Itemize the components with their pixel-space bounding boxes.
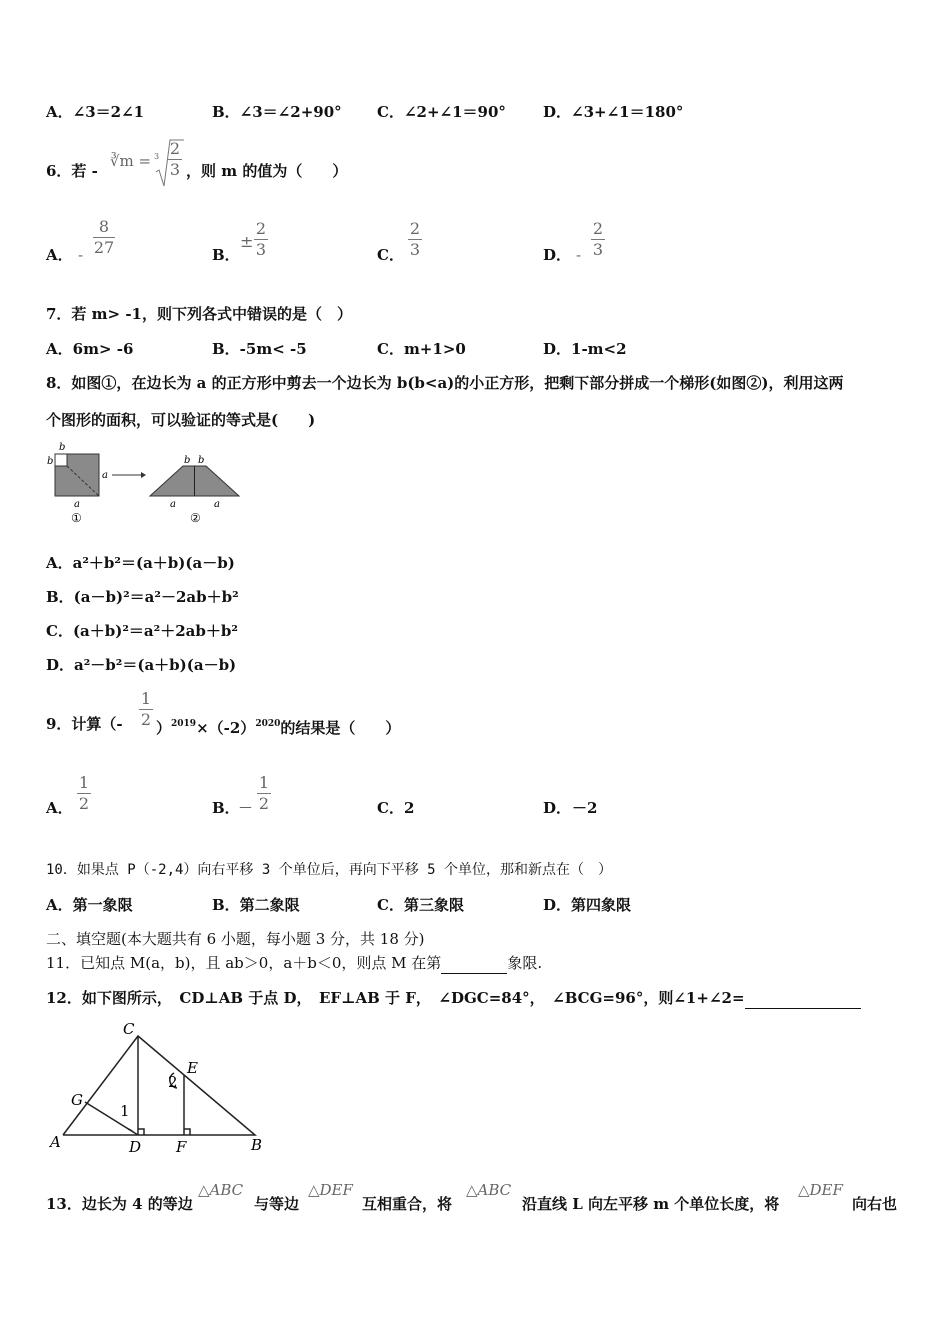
q6-option-b-num: 2 — [255, 219, 267, 238]
section-2-heading: 二、填空题(本大题共有 6 小题，每小题 3 分，共 18 分) — [46, 930, 425, 948]
q6-suffix: ，则 m 的值为（ ） — [186, 162, 348, 180]
q6-option-d-sign: - — [576, 246, 582, 264]
q9-exp2: 2020 — [255, 719, 281, 729]
q6-option-c-label: C． — [377, 246, 404, 264]
q7-option-c: C．m+1>0 — [377, 340, 466, 358]
q8-figure-square — [55, 454, 99, 496]
q9-expression — [156, 714, 400, 738]
q9-suffix: 的结果是（ ） — [280, 719, 401, 737]
q9-exp1: 2019 — [171, 719, 197, 729]
q10-option-d: D．第四象限 — [543, 896, 632, 914]
q9-option-b-den: 2 — [258, 794, 270, 813]
q5-option-b: B．∠3＝∠2+90° — [212, 103, 342, 121]
q8-option-b: B．(a－b)²＝a²－2ab＋b² — [46, 588, 239, 606]
q9-times: ×（-2） — [196, 719, 256, 737]
q5-option-d: D．∠3+∠1＝180° — [543, 103, 684, 121]
q6-option-a-label: A． — [46, 246, 73, 264]
q9-option-a-label: A． — [46, 799, 73, 817]
q12-stem — [46, 988, 861, 1009]
q13-triangle-abc-1: △ABC — [198, 1181, 244, 1199]
q12-figure-lines — [63, 1036, 255, 1135]
q12-label-f: F — [176, 1138, 187, 1156]
q6-option-c-num: 2 — [409, 219, 421, 238]
q8-fig-a-trap-2: a — [214, 499, 220, 510]
q9-option-c-text: 2 — [404, 799, 415, 817]
q8-stem-line1: 8．如图①，在边长为 a 的正方形中剪去一个边长为 b(b<a)的小正方形，把剩下部分拼成一个梯形(如图②)，利用这两 — [46, 374, 844, 392]
q9-option-c-label: C． — [377, 799, 404, 817]
q6-frac-num: 2 — [169, 139, 181, 158]
q8-stem-line2: 个图形的面积，可以验证的等式是( ) — [46, 411, 316, 429]
q12-label-d: D — [129, 1138, 142, 1156]
q9-option-d-label: D． — [543, 799, 572, 817]
q6-option-a-num: 8 — [98, 217, 110, 236]
q6-option-d-num: 2 — [592, 219, 604, 238]
q9-frac-num: 1 — [140, 689, 152, 708]
q12-figure — [44, 1018, 274, 1158]
q9-prefix: 9．计算（- — [46, 715, 123, 733]
q13-part1: 13．边长为 4 的等边 — [46, 1195, 193, 1213]
q8-fig-label-2: ② — [190, 511, 201, 525]
q13-triangle-def-1: △DEF — [308, 1181, 353, 1199]
q8-fig-a-right: a — [102, 470, 108, 481]
q8-fig-label-1: ① — [71, 511, 82, 525]
q6-option-a-den: 27 — [93, 238, 115, 257]
q6-option-a-sign: - — [78, 246, 84, 264]
q6-option-c-den: 3 — [409, 240, 421, 259]
q11-answer-blank[interactable] — [441, 953, 507, 974]
q9-frac-den: 2 — [140, 710, 152, 729]
q6-radical-index: 3 — [154, 152, 160, 161]
q6-option-b-sign: ± — [240, 232, 254, 251]
q9-mid: ） — [156, 719, 172, 737]
q12-label-c: C — [123, 1020, 135, 1038]
q5-option-c: C．∠2+∠1＝90° — [377, 103, 506, 121]
q12-answer-blank[interactable] — [745, 988, 861, 1009]
q12-stem-text: 12．如下图所示， CD⊥AB 于点 D， EF⊥AB 于 F， ∠DGC=84°， ∠BCG=96°，则∠1+∠2= — [46, 989, 745, 1007]
q6-option-d-den: 3 — [592, 240, 604, 259]
q7-stem: 7．若 m> -1，则下列各式中错误的是（ ） — [46, 305, 352, 323]
q12-label-1: 1 — [120, 1102, 130, 1120]
q7-option-b: B．-5m< -5 — [212, 340, 307, 358]
q9-option-a-num: 1 — [78, 773, 90, 792]
q8-option-a: A．a²＋b²＝(a＋b)(a－b) — [46, 554, 235, 572]
q6-frac-den: 3 — [169, 160, 181, 179]
q9-option-a-den: 2 — [78, 794, 90, 813]
q11-stem — [46, 953, 542, 974]
q13-triangle-abc-2: △ABC — [466, 1181, 512, 1199]
q13-part3: 互相重合，将 — [362, 1195, 453, 1213]
q8-option-d: D．a²－b²＝(a＋b)(a－b) — [46, 656, 237, 674]
q13-part2: 与等边 — [254, 1195, 300, 1213]
q7-option-d: D．1-m<2 — [543, 340, 627, 358]
arrow-right-icon — [112, 472, 146, 478]
q11-part2: 象限. — [507, 954, 543, 972]
q9-option-d-text: －2 — [572, 799, 598, 817]
q10-stem: 10．如果点 P（-2,4）向右平移 3 个单位后，再向下平移 5 个单位，那和新点在（ ） — [46, 862, 612, 878]
q6-expr-left: ∛m = — [110, 152, 152, 170]
q8-figure — [40, 438, 250, 530]
q6-option-b-den: 3 — [255, 240, 267, 259]
q11-part1: 11．已知点 M(a，b)，且 ab＞0，a＋b＜0，则点 M 在第 — [46, 954, 442, 972]
q13-part5: 向右也 — [852, 1195, 898, 1213]
q8-fig-a-bottom: a — [74, 499, 80, 510]
q9-option-b-sign: － — [238, 799, 254, 817]
q8-fig-b-left: b — [47, 456, 54, 467]
q12-label-e: E — [187, 1059, 198, 1077]
q8-fig-b-trap-2: b — [198, 455, 205, 466]
q6-option-b-label: B． — [212, 246, 240, 264]
q5-option-a: A．∠3＝2∠1 — [46, 103, 145, 121]
q13-part4: 沿直线 L 向左平移 m 个单位长度，将 — [522, 1195, 780, 1213]
q8-fig-b-trap-1: b — [184, 455, 191, 466]
q12-label-a: A — [50, 1133, 61, 1151]
q6-option-d-label: D． — [543, 246, 572, 264]
q10-option-b: B．第二象限 — [212, 896, 300, 914]
q8-fig-b-top: b — [59, 442, 66, 453]
q7-option-a: A．6m> -6 — [46, 340, 134, 358]
q6-prefix: 6．若 - — [46, 162, 98, 180]
q12-label-b: B — [251, 1136, 263, 1154]
q8-figure-trapezoid — [150, 466, 239, 496]
q9-option-b-num: 1 — [258, 773, 270, 792]
q10-option-a: A．第一象限 — [46, 896, 133, 914]
q13-triangle-def-2: △DEF — [798, 1181, 843, 1199]
q8-option-c: C．(a＋b)²＝a²＋2ab＋b² — [46, 622, 238, 640]
q6-radical — [154, 138, 184, 190]
q8-fig-a-trap-1: a — [170, 499, 176, 510]
q12-label-2: 2 — [168, 1073, 178, 1091]
q12-label-g: G — [71, 1091, 83, 1109]
q9-option-b-label: B． — [212, 799, 240, 817]
q10-option-c: C．第三象限 — [377, 896, 464, 914]
